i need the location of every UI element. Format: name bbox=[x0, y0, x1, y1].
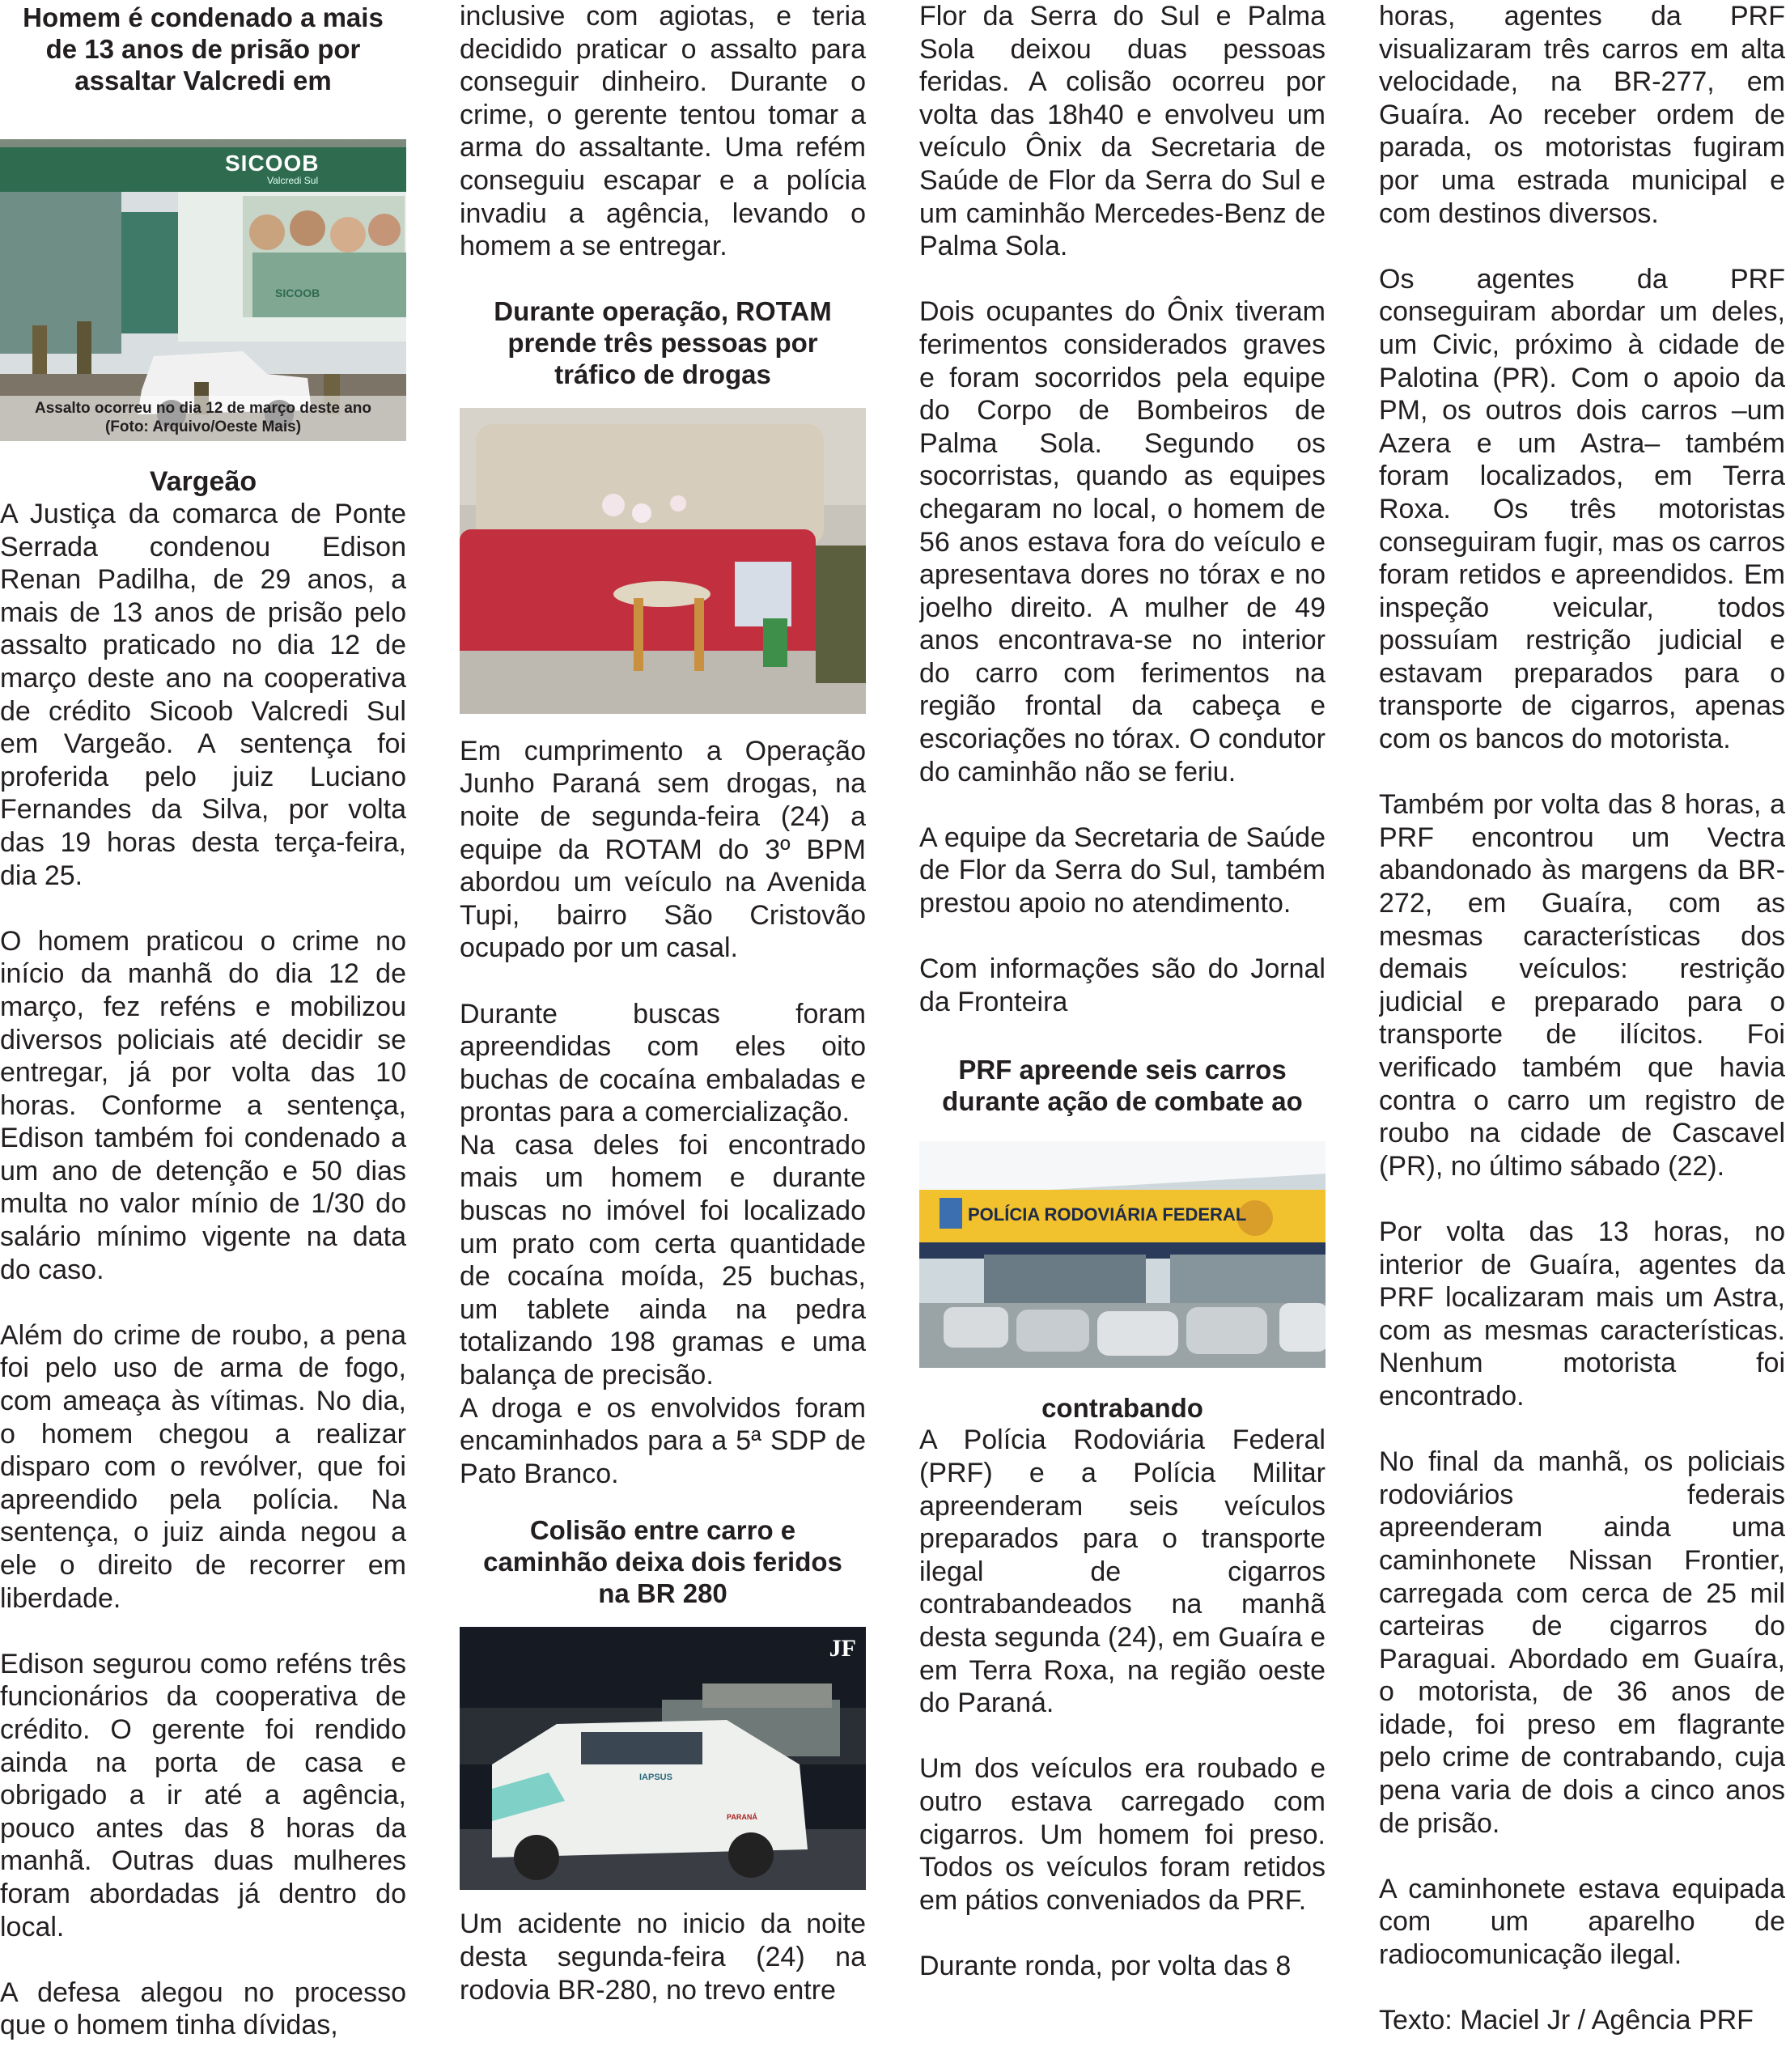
paragraph-continuation: inclusive com agiotas, e teria decidido praticar o assalto para conseguir dinheiro. Durante o crime, o gerente tentou tomar a arma do assaltante. Uma refém conseguiu escapar e a polícia invadiu a agência, levando o homem a se entregar. bbox=[460, 1, 866, 262]
photo-sign-sicoob-lower: SICOOB bbox=[275, 287, 320, 299]
photo-vehicle-logo: IAPSUS bbox=[639, 1773, 672, 1783]
dateline-vargeao: Vargeão bbox=[149, 466, 257, 497]
paragraph: A droga e os envolvidos foram encaminhados para a 5ª SDP de Pato Branco. bbox=[460, 1392, 866, 1489]
paragraph: A equipe da Secretaria de Saúde de Flor da Serra do Sul, também prestou apoio no atendimento. bbox=[919, 822, 1326, 919]
paragraph: Um dos veículos era roubado e outro estava carregado com cigarros. Um homem foi preso. Todos os veículos foram retidos em pátios conveniados da PRF. bbox=[919, 1753, 1326, 1916]
paragraph: A Justiça da comarca de Ponte Serrada condenou Edison Renan Padilha, de 29 anos, a mais de 13 anos de prisão pelo assalto praticado no dia 12 de março deste ano na cooperativa de crédito Sicoob Valcredi Sul em Vargeão. A sentença foi proferida pelo juiz Luciano Fernandes da Silva, por volta das 19 horas desta terça-feira, dia 25. bbox=[0, 499, 406, 891]
photo-sign-valcredi: Valcredi Sul bbox=[267, 175, 319, 186]
paragraph: Flor da Serra do Sul e Palma Sola deixou duas pessoas feridas. A colisão ocorreu por volta das 18h40 e envolveu um veículo Ônix da Secretaria de Saúde de Flor da Serra do Sul e um caminhão Mercedes-Benz de Palma Sola. bbox=[919, 1, 1326, 262]
paragraph: Durante buscas foram apreendidas com eles oito buchas de cocaína embaladas e prontas para a comercialização. bbox=[460, 998, 866, 1128]
paragraph: Um acidente no inicio da noite desta segunda-feira (24) na rodovia BR-280, no trevo entre bbox=[460, 1909, 866, 2006]
prf-station-illustration bbox=[919, 1141, 1326, 1368]
paragraph: Na casa deles foi encontrado mais um homem e durante buscas no imóvel foi localizado um prato com certa quantidade de cocaína moída, 25 buchas, um tablete ainda na pedra totalizando 198 gramas e uma balança de precisão. bbox=[460, 1129, 866, 1391]
photo-door-text: PARANÁ bbox=[727, 1813, 757, 1822]
photo-sign-sicoob: SICOOB bbox=[225, 151, 320, 176]
paragraph: A defesa alegou no processo que o homem tinha dívidas, bbox=[0, 1976, 406, 2041]
headline-prf: PRF apreende seis carros durante ação de combate ao bbox=[942, 1055, 1303, 1117]
photo-caption-assalto: Assalto ocorreu no dia 12 de março deste ano (Foto: Arquivo/Oeste Mais) bbox=[0, 396, 406, 441]
accident-scene-illustration bbox=[460, 1627, 866, 1890]
paragraph: No final da manhã, os policiais rodoviários federais apreenderam ainda uma caminhonete Nissan Frontier, carregada com cerca de 25 mil carteiras de cigarros do Paraguai. Abordado em Guaíra, o motorista, de 36 anos de idade, foi preso em flagrante pelo crime de contrabando, cuja pena varia de dois a cinco anos de prisão. bbox=[1379, 1446, 1785, 1839]
jf-mark: JF bbox=[829, 1635, 856, 1662]
column-1 bbox=[0, 0, 406, 2072]
paragraph: A caminhonete estava equipada com um aparelho de radiocomunicação ilegal. bbox=[1379, 1873, 1785, 1971]
headline-prf-continuation: contrabando bbox=[1041, 1393, 1203, 1424]
paragraph: Edison segurou como reféns três funcionários da cooperativa de crédito. O gerente foi rendido ainda na porta de casa e obrigado a ir até a agência, pouco antes das 8 horas da manhã. Outras duas mulheres foram abordadas já dentro do local. bbox=[0, 1648, 406, 1942]
credit-line: Texto: Maciel Jr / Agência PRF bbox=[1379, 2005, 1754, 2036]
column-4 bbox=[1379, 0, 1785, 2072]
photo-sign-prf: POLÍCIA RODOVIÁRIA FEDERAL bbox=[968, 1204, 1247, 1225]
headline-rotam: Durante operação, ROTAM prende três pessoas por tráfico de drogas bbox=[494, 295, 832, 389]
headline-colisao: Colisão entre carro e caminhão deixa dois feridos na BR 280 bbox=[483, 1515, 842, 1609]
photo-bank-assault bbox=[0, 139, 406, 441]
paragraph: horas, agentes da PRF visualizaram três carros em alta velocidade, na BR-277, em Guaíra. Ao receber ordem de parada, os motoristas fugiram por uma estrada municipal e com destinos diversos. bbox=[1379, 1, 1785, 229]
couch-scene-illustration bbox=[460, 408, 866, 714]
paragraph: Os agentes da PRF conseguiram abordar um deles, um Civic, próximo à cidade de Palotina (PR). Com o apoio da PM, os outros dois carros –um Azera e um Astra– também foram localizados, em Terra Roxa. Os três motoristas conseguiram fugir, mas os carros foram retidos e apreendidos. Em inspeção veicular, todos possuíam restrição judicial e estavam preparados para o transporte de cigarros, apenas com os bancos do motorista. bbox=[1379, 263, 1785, 755]
headline-assalto: Homem é condenado a mais de 13 anos de prisão por assaltar Valcredi em bbox=[23, 2, 384, 96]
photo-drug-seizure bbox=[460, 408, 866, 714]
paragraph: Durante ronda, por volta das 8 bbox=[919, 1950, 1292, 1981]
paragraph: Também por volta das 8 horas, a PRF encontrou um Vectra abandonado às margens da BR-272, em Guaíra, com as mesmas características dos demais veículos: restrição judicial e preparado para o transporte de ilícitos. Foi verificado também que havia contra o carro um registro de roubo na cidade de Cascavel (PR), no último sábado (22). bbox=[1379, 789, 1785, 1182]
paragraph: Com informações são do Jornal da Fronteira bbox=[919, 953, 1326, 1017]
column-2 bbox=[460, 0, 866, 2072]
paragraph: Por volta das 13 horas, no interior de Guaíra, agentes da PRF localizaram mais um Astra, com as mesmas características. Nenhum motorista foi encontrado. bbox=[1379, 1216, 1785, 1412]
paragraph: Dois ocupantes do Ônix tiveram ferimentos considerados graves e foram socorridos pela equipe do Corpo de Bombeiros de Palma Sola. Segundo os socorristas, quando as equipes chegaram no local, o homem de 56 anos estava fora do veículo e apresentava dores no tórax e no joelho direito. A mulher de 49 anos encontrava-se no interior do carro com ferimentos na região frontal da cabeça e escoriações no tórax. O condutor do caminhão não se feriu. bbox=[919, 296, 1326, 788]
paragraph: Além do crime de roubo, a pena foi pelo uso de arma de fogo, com ameaça às vítimas. No dia, o homem chegou a realizar disparo com o revólver, que foi apreendido pela polícia. Na sentença, o juiz ainda negou a ele o direito de recorrer em liberdade. bbox=[0, 1319, 406, 1614]
column-3 bbox=[919, 0, 1326, 2072]
photo-accident bbox=[460, 1627, 866, 1890]
paragraph: Em cumprimento a Operação Junho Paraná sem drogas, na noite de segunda-feira (24) a equipe da ROTAM do 3º BPM abordou um veículo na Avenida Tupi, bairro São Cristovão ocupado por um casal. bbox=[460, 735, 866, 964]
paragraph: O homem praticou o crime no início da manhã do dia 12 de março, fez reféns e mobilizou diversos policiais até decidir se entregar, já por volta das 10 horas. Conforme a sentença, Edison também foi condenado a um ano de detenção e 50 dias multa no valor mínio de 1/30 do salário mínimo vigente na data do caso. bbox=[0, 925, 406, 1285]
photo-prf-station bbox=[919, 1141, 1326, 1368]
paragraph: A Polícia Rodoviária Federal (PRF) e a Polícia Militar apreenderam seis veículos preparados para o transporte ilegal de cigarros contrabandeados na manhã desta segunda (24), em Guaíra e em Terra Roxa, na região oeste do Paraná. bbox=[919, 1424, 1326, 1719]
